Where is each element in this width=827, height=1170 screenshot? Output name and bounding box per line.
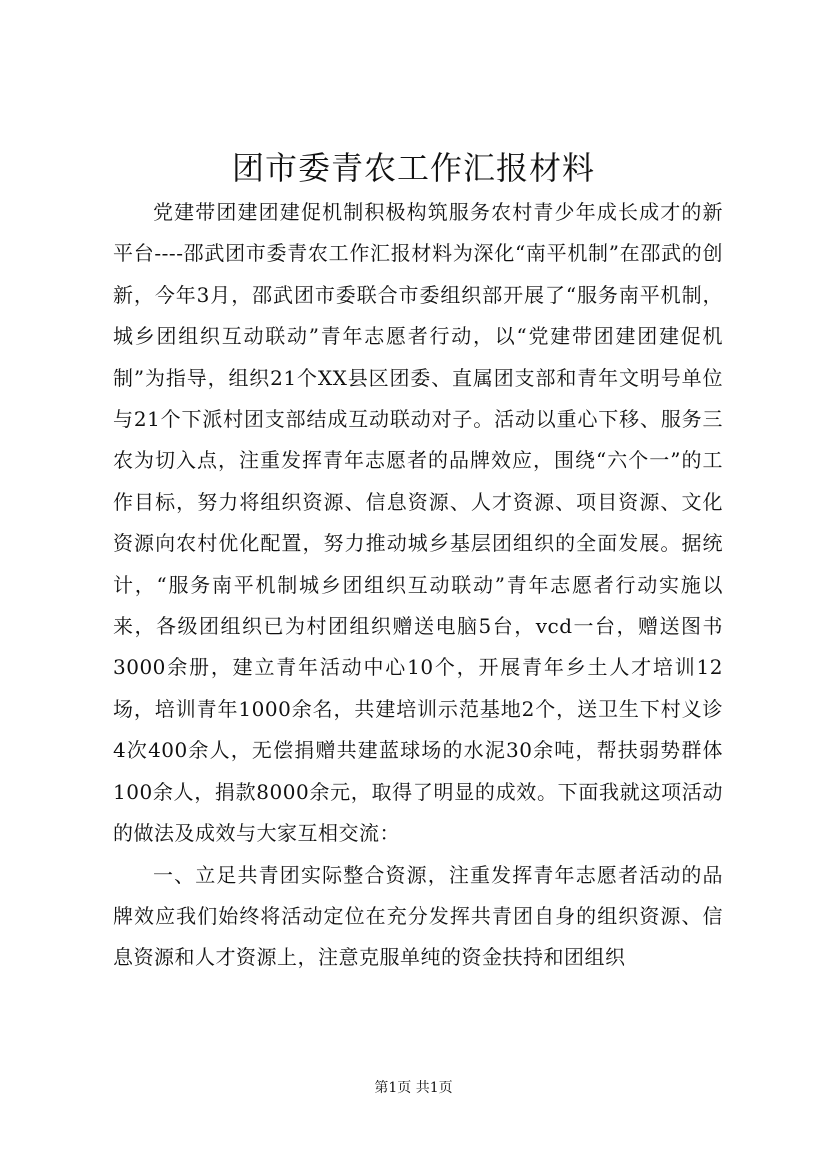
paragraph-section-one: 一、立足共青团实际整合资源，注重发挥青年志愿者活动的品牌效应我们始终将活动定位在充分发挥共青团自身的组织资源、信息资源和人才资源上，注意克服单纯的资金扶持和团组织 xyxy=(113,862,723,970)
document-title: 团市委青农工作汇报材料 xyxy=(231,149,595,187)
paragraph-intro: 党建带团建团建促机制积极构筑服务农村青少年成长成才的新平台----邵武团市委青农工作汇报材料为深化“南平机制”在邵武的创新，今年3月，邵武团市委联合市委组织部开展了“服务南平机制，城乡团组织互动联动”青年志愿者行动，以“党建带团建团建促机制”为指导，组织21个XX县区团委、直属团支部和青年文明号单位与21个下派村团支部结成互动联动对子。活动以重心下移、服务三农为切入点，注重发挥青年志愿者的品牌效应，围绕“六个一”的工作目标，努力将组织资源、信息资源、人才资源、项目资源、文化资源向农村优化配置，努力推动城乡基层团组织的全面发展。据统计，“服务南平机制城乡团组织互动联动”青年志愿者行动实施以来，各级团组织已为村团组织赠送电脑5台，vcd一台，赠送图书3000余册，建立青年活动中心10个，开展青年乡土人才培训12场，培训青年1000余名，共建培训示范基地2个，送卫生下村义诊4次400余人，无偿捐赠共建蓝球场的水泥30余吨，帮扶弱势群体100余人，捐款8000余元，取得了明显的成效。下面我就这项活动的做法及成效与大家互相交流： xyxy=(113,200,723,846)
page-footer: 第1页 共1页 xyxy=(374,1080,453,1096)
document-body xyxy=(113,192,723,979)
